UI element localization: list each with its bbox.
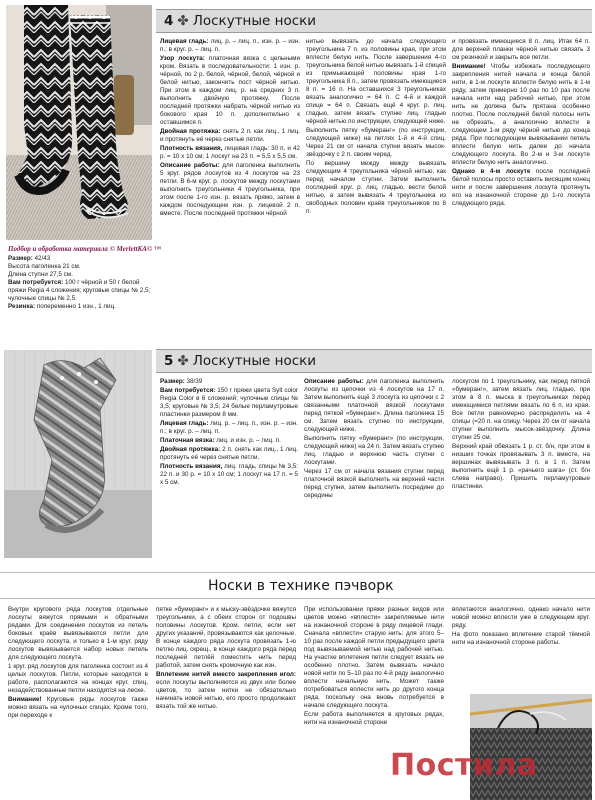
para-bold: Описание работы:: [304, 378, 364, 385]
s3-column-4: [452, 606, 590, 666]
size-value: 42/43: [32, 255, 51, 262]
para-bold: Плотность вязания,: [160, 144, 223, 152]
s2-column-1: [160, 378, 298, 558]
s1-column-2: [306, 38, 446, 334]
materials-value: 100 г чёрной и 50 г белой пряжи Regia 4 сложения; круговые спицы № 2,5; чулочные спицы № 2,5.: [8, 278, 151, 302]
paragraph: Верхний край обвязать 1 р. ст. б/н, при этом в низших точках провязывать 3 п. вместе, на вершинах вывязывать 3 п. в 1 п. Затем выполнить ещё 1 р. «рачьего шага» (ст. б/н слева направо). Пришить перламутровые пластинки.: [452, 442, 590, 490]
paragraph: [160, 463, 298, 487]
para-bold: Лицевая гладь:: [160, 419, 209, 427]
section-title-text: Лоскутные носки: [192, 13, 317, 29]
para-bold: Вплетение нитей вместо закрепления игол:: [156, 670, 296, 678]
decorative-star-icon: ✤: [177, 13, 189, 29]
paragraph: пятке «бумеранг» и к мыску-звёздочке вяжутся треугольники, а с обеих сторон от подошвы половины лоскутов. Кром. петли, если нет других указаний, провязываются как целочные. В конце каждого ряда лоскута провязать 1-ю петлю лиц. скрещ., в конце каждого ряда перед последней петлёй поместить нить перед работой, затем снять кромочную как изн.: [156, 606, 296, 669]
credit-line: Подбор и обработка материала © MerlettKA© ™: [8, 245, 161, 253]
section-number: 5: [164, 353, 174, 369]
decorative-star-icon: ✤: [177, 353, 189, 369]
s3-column-2: [156, 606, 296, 800]
para-bold: Однако в 4-м лоскуте: [452, 167, 531, 175]
s1-column-1: [160, 38, 300, 334]
para-bold: Внимание!: [8, 695, 42, 703]
section3-top-rule: [0, 572, 595, 573]
paragraph: [160, 378, 298, 386]
para-bold: Двойная протяжка:: [160, 127, 221, 135]
paragraph: По вершину между между вывязать следующим 4 треугольника чёрной нитью, как перед началом ступни. Затем выполнить последний круг. р. лиц. гладью, вести белой нитью, а затем вывязать 4 треугольника из свободных половин краёв треугольников по 8 п.: [306, 159, 446, 215]
materials-line: [8, 279, 152, 303]
paragraph: [160, 420, 298, 436]
section-title-4: [164, 13, 316, 29]
para-bold: Узор лоскута:: [160, 54, 205, 62]
paragraph: вплетаются аналогично, однако начало нити новой можно вплести уже в следующем круг. ряду.: [452, 606, 590, 629]
paragraph: [156, 671, 296, 711]
paragraph: [452, 63, 590, 167]
paragraph: лоскутом по 1 треугольнику, как перед пяткой «бумеранг», затем вязать лиц. гладью, при этом в 8 п. мыска в треугольниках перед имеющимися петлями вязать по 6 п. из края. Все петли равномерно распределить на 4 спицы (=20 п. на спицу. Через 20 см от начала ступни выполнить мысок-звёздочку. Длина ступни 25 см.: [452, 378, 590, 441]
paragraph: [160, 128, 300, 144]
size-block: [8, 255, 152, 311]
para-text: для паголенка выполнить лоскуты из цепочки из 4 лоскутов на 17 п. Затем выполнить ещё 3 лоскута из цепочки с 2 связанными платочной вязкой лоскутами перед пяткой «бумеранг». Длина паголенка 15 см. Затем вязать ступню по инструкции, следующей ниже.: [304, 378, 444, 433]
watermark: Постила: [390, 748, 538, 783]
section-title-5: [164, 353, 316, 369]
size-label: Размер:: [8, 255, 33, 262]
s2-column-2: [304, 378, 444, 558]
rib-label: Резинка:: [8, 302, 36, 310]
para-bold: Платочная вязка:: [160, 436, 215, 444]
para-text: Круговые ряды лоскутов также можно вязать на чулочных спицах. Кроме того, при переходе к: [8, 695, 148, 719]
paragraph: Выполнить пятку «бумеранг» (по инструкции, следующей ниже) на петлях 1-й и 4-й спиц. Через 21 см от начала ступни вязать мысок-звёздочку с 2 п. своим черед.: [306, 126, 446, 158]
paragraph: [160, 38, 300, 54]
rib-value: попеременно 1 изн., 1 лиц.: [35, 302, 116, 310]
para-text: платочная вязка с цельными кром. Вязать в последовательности: 1 изн. р. чёрной, по 2 р. белой, чёрной, белой, чёрной и белой нитью, закончить пост чёрной нитью. При этом в каждом лиц. р. на средних 3 п. выполнить двойную протяжку. После последней протяжки набрать чёрной нитью из бокового края 10 п. дополнительно к оставшимся п.: [160, 54, 300, 126]
section3-title: Носки в технике пэчворк: [208, 578, 394, 594]
para-bold: Размер:: [160, 378, 185, 385]
para-text: 150 г пряжи цвета Sylt color Regia Color в 6 сложений; чулочные спицы № 3,5; круговые № 3,5; 24 белые перламутровые пластинки размером 8 мм.: [160, 386, 298, 418]
paragraph: Через 17 см от начала вязания ступни перед платочной вязкой выполнить на верхней части перед ступни, затем выполнить посредине до середины: [304, 467, 444, 499]
para-bold: Лицевая гладь:: [160, 38, 209, 45]
paragraph: На фото показано вплетение старой тёмной нити на изнаночной стороне работы.: [452, 630, 590, 646]
paragraph: Если работа выполняется в круговых рядах, нити на изнаночной стороне: [304, 710, 444, 726]
height-line: Высота паголенка 21 см.: [8, 262, 81, 270]
para-text: лиц. гладь, спицы № 3,5: 22 п. и 30 р. = 10 х 10 см; 1 лоскут на 17 п. = 5 х 5 см.: [160, 462, 298, 486]
para-text: Чтобы избежать последующего закрепления нитей начала и конца белой нити, в 1-м лоскуте вплести белую нить в 1-м ряду, затем примерно 10 раз по 10 раз после начала нити над рабочей нитью, при этом нить не должна быть прятана особенно плотно. После последней белой полосы нить не обрезать, а аналогично вплести в следующем 1-м ряду чёрной нитью до конца ряда. При последующем вывязывании петель вплести белую нить далее до начала следующего лоскута. Во 2-м и 3-м лоскуте вплести белую нить аналогично.: [452, 62, 590, 166]
para-text: лиц. р. – лиц. п., изн. р. – изн. п.; в круг. р. – лиц. п.: [160, 419, 298, 435]
para-bold: Вам потребуется:: [160, 386, 216, 394]
para-text: лиц. р. – лиц. п., изн. р. – изн. п.; в круг. р. – лиц. п.: [160, 38, 300, 53]
paragraph: [452, 168, 590, 208]
paragraph: [8, 696, 148, 720]
para-text: 38/39: [184, 378, 203, 385]
materials-label: Вам потребуется:: [8, 278, 64, 286]
paragraph: [160, 55, 300, 127]
paragraph: [160, 437, 298, 445]
paragraph: [160, 145, 300, 161]
paragraph: [160, 446, 298, 462]
para-text: 2 п. снять как лиц., 1 лиц. протянуть её через снятые петли.: [160, 445, 298, 461]
paragraph: 1 круг. ряд лоскутов для паголенка состоит из 4 целых лоскутов. Петли, которые находятся в работе, располагаются на концах круг. спиц, незадействованные петли находятся на леске.: [8, 662, 148, 694]
para-bold: Двойная протяжка:: [160, 445, 221, 453]
s2-column-3: [452, 378, 590, 558]
size-line: [8, 255, 152, 263]
section-number: 4: [164, 13, 174, 29]
paragraph: нитью вывязать до начала следующего треугольника 7 п. из половины края, при этом вплести белую нить. После завершения 4-го треугольника белой нитью вывязать 1-й спицей из примыкающей половины края 1-го треугольника 8 п., затем провязать имеющиеся 8 п. = 16 п. На оставшихся 3 треугольниках вязать аналогично = 64 п. С 4-й и каждой спице = 64 п. Связать ещё 4 круг. р. лиц. гладью, затем вязать ступню лиц. гладью чёрной нитью по инструкции, следующей ниже.: [306, 38, 446, 125]
para-text: после последней белой полосы просто оставить висящим конец нити и после завершения лоскута протянуть его на изнаночной стороне до 1-го лоскута следующего ряда.: [452, 167, 590, 207]
knitting-detail-photo: [470, 694, 592, 800]
paragraph: При использовании пряжи разных видов или цветов можно «вплести» закрепляемые нити на изнаночной стороне в ряду лицевой глади. Сначала «вплести» старую нить: для этого 5–10 раз после каждой петли предыдущего цвета под вывязываемой нитью над рабочей нитью. На участке вплетения петли следует вязать не особенно плотно. Затем вывязать начало новой нити по 5–10 раз по 4-й ряду аналогично вплести начальную нить. Может также потребоваться вплести нить до другого конца ряда, поскольку она вновь потребуется в начале следующего лоскута.: [304, 606, 444, 709]
para-text: для паголенка выполнить 5 круг. рядов лоскутов из 4 лоскутов на 23 петли. В 6-м круг. р. лоскутов между лоскутами выполнить треугольники 4 треугольника, при этом после 1-го изн. р. вязать прямо, затем в каждом последующем изн. р. лицевой 2 п. вместе. После последней протяжки чёрной: [160, 161, 300, 217]
rib-line: [8, 303, 152, 311]
para-bold: Плотность вязания,: [160, 462, 223, 470]
para-bold: Внимание!: [452, 62, 486, 70]
paragraph: и провязать имеющиеся 8 п. лиц. Итак 64 п. для верхней планки чёрной нитью связать 3 см резинкой и закрыть все петли.: [452, 38, 590, 61]
para-bold: Описание работы:: [160, 161, 220, 169]
foot-line: Длина ступни 27,5 см.: [8, 270, 73, 278]
paragraph: [160, 162, 300, 218]
paragraph: Внутри кругового ряда лоскутов отдельные лоскуты вяжутся прямыми и обратными рядами. Для соединения лоскутов из петель боковых краёв вывязываются петли для следующего лоскута, и только в 1-м круг. ряду лоскутов вывязывается набор новых петель для следующего лоскута.: [8, 606, 148, 661]
s1-column-3: [452, 38, 590, 334]
para-text: лиц. и изн. р. – лиц. п.: [214, 436, 281, 444]
s3-column-1: [8, 606, 148, 800]
section3-bottom-rule: [0, 598, 595, 599]
para-text: снять 2 п. как лиц., 1 лиц. и протянуть её через снятые петли.: [160, 127, 300, 143]
para-text: если лоскуты выполняются из двух или более цветов, то затем нитки не обязательно начинать новой нитью, его просто продолжают вязать той же нитью.: [156, 678, 296, 710]
section-header-4: [156, 9, 592, 33]
paragraph: [304, 378, 444, 434]
section-header-5: [156, 349, 592, 373]
section-title-text: Лоскутные носки: [192, 353, 317, 369]
sock-photo-2: [4, 350, 152, 558]
para-text: лицевая гладь: 30 п. и 42 р. = 10 х 10 см; 1 лоскут на 23 п. = 5,5 х 5,5 см.: [160, 144, 300, 160]
paragraph: Выполнить пятку «бумеранг» (по инструкции, следующей ниже) на 24 п. Затем вязать ступню лиц. гладью и верхнюю часть ступни с лоскутами.: [304, 434, 444, 466]
paragraph: [160, 387, 298, 419]
sock-photo-1: [6, 5, 152, 240]
